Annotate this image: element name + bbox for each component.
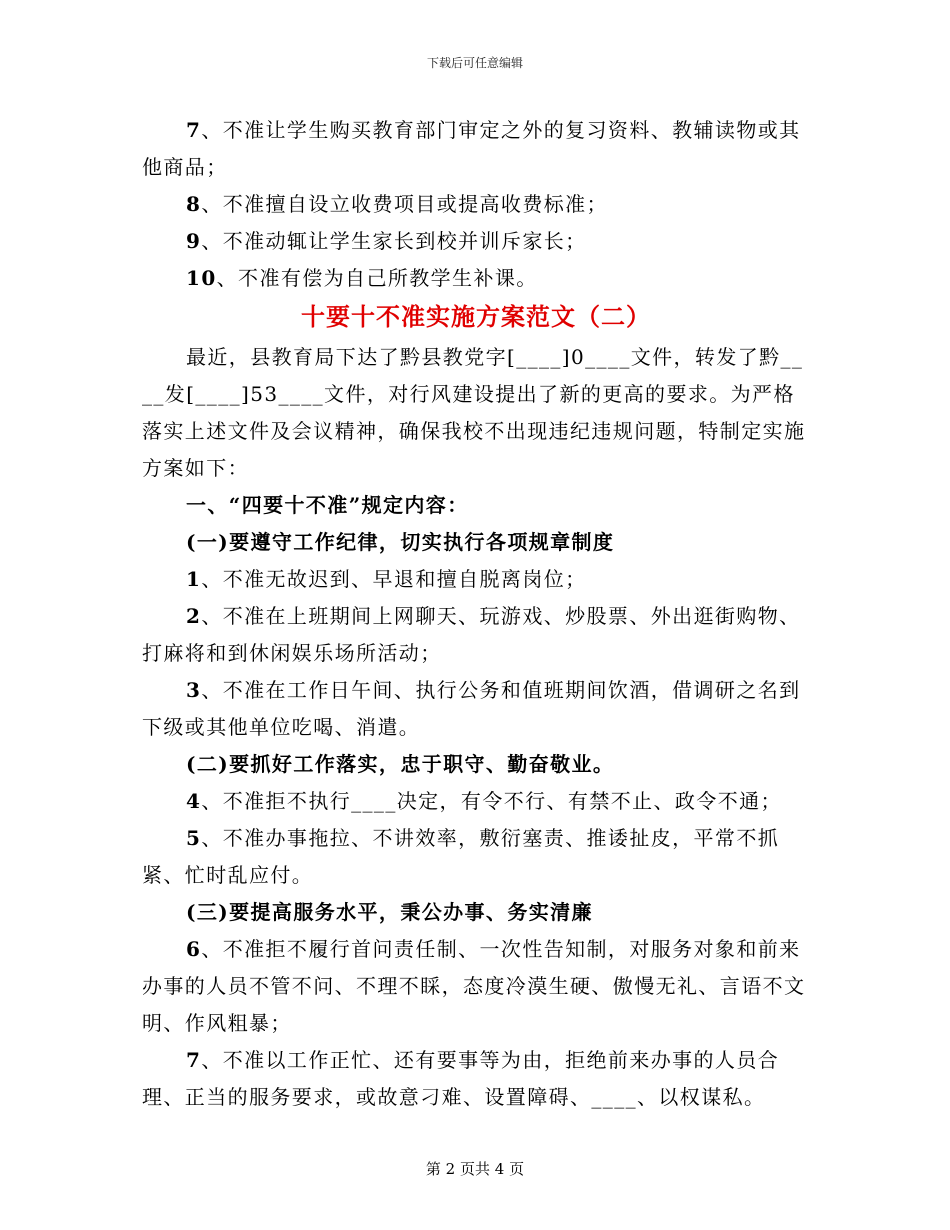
list-item bbox=[142, 820, 810, 894]
section-heading: 一、“四要十不准”规定内容： bbox=[186, 493, 469, 517]
list-item bbox=[142, 186, 810, 223]
item-number: 3 bbox=[186, 678, 202, 702]
item-number: 10 bbox=[186, 266, 217, 290]
item-number: 2 bbox=[186, 604, 202, 628]
item-text: 、不准无故迟到、早退和擅自脱离岗位； bbox=[201, 567, 587, 591]
list-item bbox=[142, 931, 810, 1042]
item-number: 6 bbox=[186, 937, 202, 961]
item-number: 9 bbox=[186, 229, 202, 253]
item-text: 、不准拒不执行____决定，有令不行、有禁不止、政令不通； bbox=[201, 789, 782, 813]
list-item bbox=[142, 561, 810, 598]
list-item bbox=[142, 598, 810, 672]
list-item bbox=[142, 1042, 810, 1116]
item-text: 、不准在工作日午间、执行公务和值班期间饮酒，借调研之名到下级或其他单位吃喝、消遣。 bbox=[142, 678, 801, 739]
list-item bbox=[142, 223, 810, 260]
list-item bbox=[142, 783, 810, 820]
item-text: 、不准以工作正忙、还有要事等为由，拒绝前来办事的人员合理、正当的服务要求，或故意刁难、设置障碍、____、以权谋私。 bbox=[142, 1048, 780, 1109]
page-footer: 第 2 页共 4 页 bbox=[425, 1160, 525, 1178]
item-number: 4 bbox=[186, 789, 202, 813]
page-header: 下载后可任意编辑 bbox=[426, 56, 523, 70]
group-heading: (一)要遵守工作纪律，切实执行各项规章制度 bbox=[186, 530, 615, 554]
group-heading: (二)要抓好工作落实，忠于职守、勤奋敬业。 bbox=[186, 752, 615, 776]
item-number: 5 bbox=[186, 826, 202, 850]
item-number: 1 bbox=[186, 567, 202, 591]
item-number: 7 bbox=[186, 1048, 202, 1072]
document-body bbox=[142, 112, 810, 1116]
item-text: 、不准擅自设立收费项目或提高收费标准； bbox=[201, 192, 608, 216]
item-text: 、不准让学生购买教育部门审定之外的复习资料、教辅读物或其他商品； bbox=[142, 118, 801, 179]
intro-paragraph: 最近，县教育局下达了黔县教党字[____]0____文件，转发了黔____发[____]53____文件，对行风建设提出了新的更高的要求。为严格落实上述文件及会议精神，确保我校不出现违纪违规问题，特制定实施方案如下： bbox=[142, 345, 806, 480]
item-number: 7 bbox=[186, 118, 202, 142]
item-text: 、不准有偿为自己所教学生补课。 bbox=[216, 266, 538, 290]
document-title: 十要十不准实施方案范文（二） bbox=[301, 302, 651, 331]
list-item bbox=[142, 672, 810, 746]
item-text: 、不准拒不履行首问责任制、一次性告知制，对服务对象和前来办事的人员不管不问、不理不睬，态度冷漠生硬、傲慢无礼、言语不文明、作风粗暴； bbox=[142, 937, 806, 1035]
item-text: 、不准在上班期间上网聊天、玩游戏、炒股票、外出逛街购物、打麻将和到休闲娱乐场所活动； bbox=[142, 604, 801, 665]
group-heading: (三)要提高服务水平，秉公办事、务实清廉 bbox=[186, 900, 593, 924]
list-item bbox=[142, 112, 810, 186]
item-text: 、不准办事拖拉、不讲效率，敷衍塞责、推诿扯皮，平常不抓紧、忙时乱应付。 bbox=[142, 826, 780, 887]
item-text: 、不准动辄让学生家长到校并训斥家长； bbox=[201, 229, 587, 253]
item-number: 8 bbox=[186, 192, 202, 216]
list-item bbox=[142, 260, 810, 297]
